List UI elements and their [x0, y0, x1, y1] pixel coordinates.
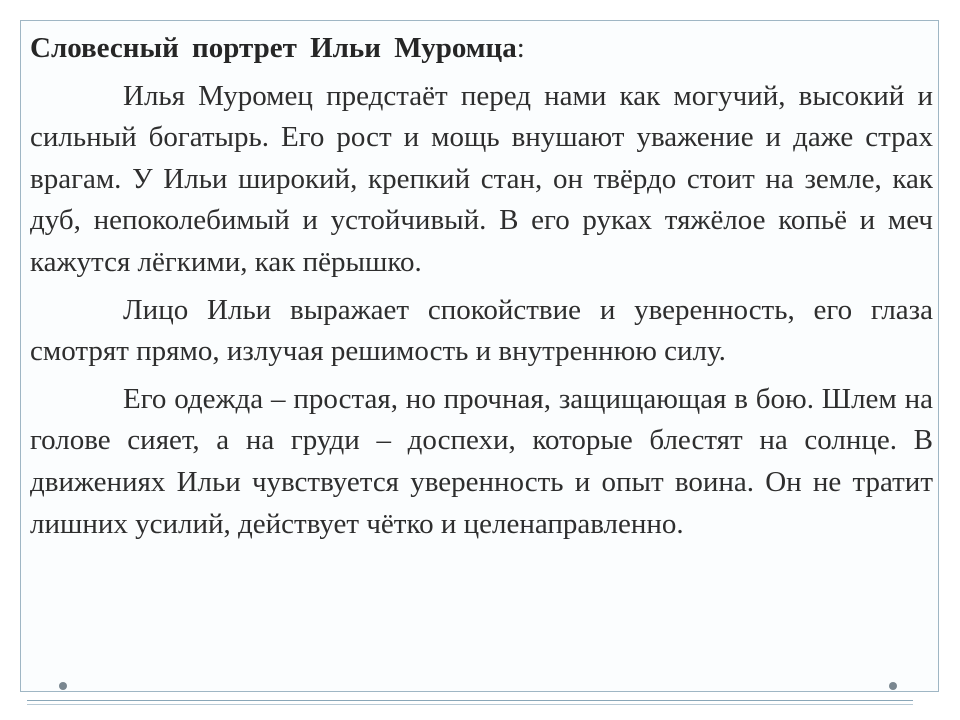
text-frame [20, 20, 939, 692]
footer-rule-secondary [27, 704, 913, 705]
footer-rule [27, 700, 913, 701]
paragraph-appearance: Илья Муромец предстаёт перед нами как могучий, высокий и сильный богатырь. Его рост и мощь внушают уважение и даже страх врагам. У Ильи широкий, крепкий стан, он твёрдо стоит на земле, как дуб, непоколебимый и устойчивый. В его руках тяжёлое копьё и меч кажутся лёгкими, как пёрышко. [30, 79, 933, 278]
slide-title-bold: Словесный портрет Ильи Муромца [30, 32, 517, 64]
text-body [30, 28, 933, 551]
paragraph-clothing: Его одежда – простая, но прочная, защищающая в бою. Шлем на голове сияет, а на груди – доспехи, которые блестят на солнце. В движениях Ильи чувствуется уверенность и опыт воина. Он не тратит лишних усилий, действует чётко и целенаправленно. [30, 382, 933, 540]
decor-dot-right [889, 682, 897, 690]
decor-dot-left [59, 682, 67, 690]
slide-title [30, 28, 933, 70]
slide-title-colon: : [516, 32, 525, 64]
paragraph-face: Лицо Ильи выражает спокойствие и уверенность, его глаза смотрят прямо, излучая решимость и внутреннюю силу. [30, 293, 933, 368]
